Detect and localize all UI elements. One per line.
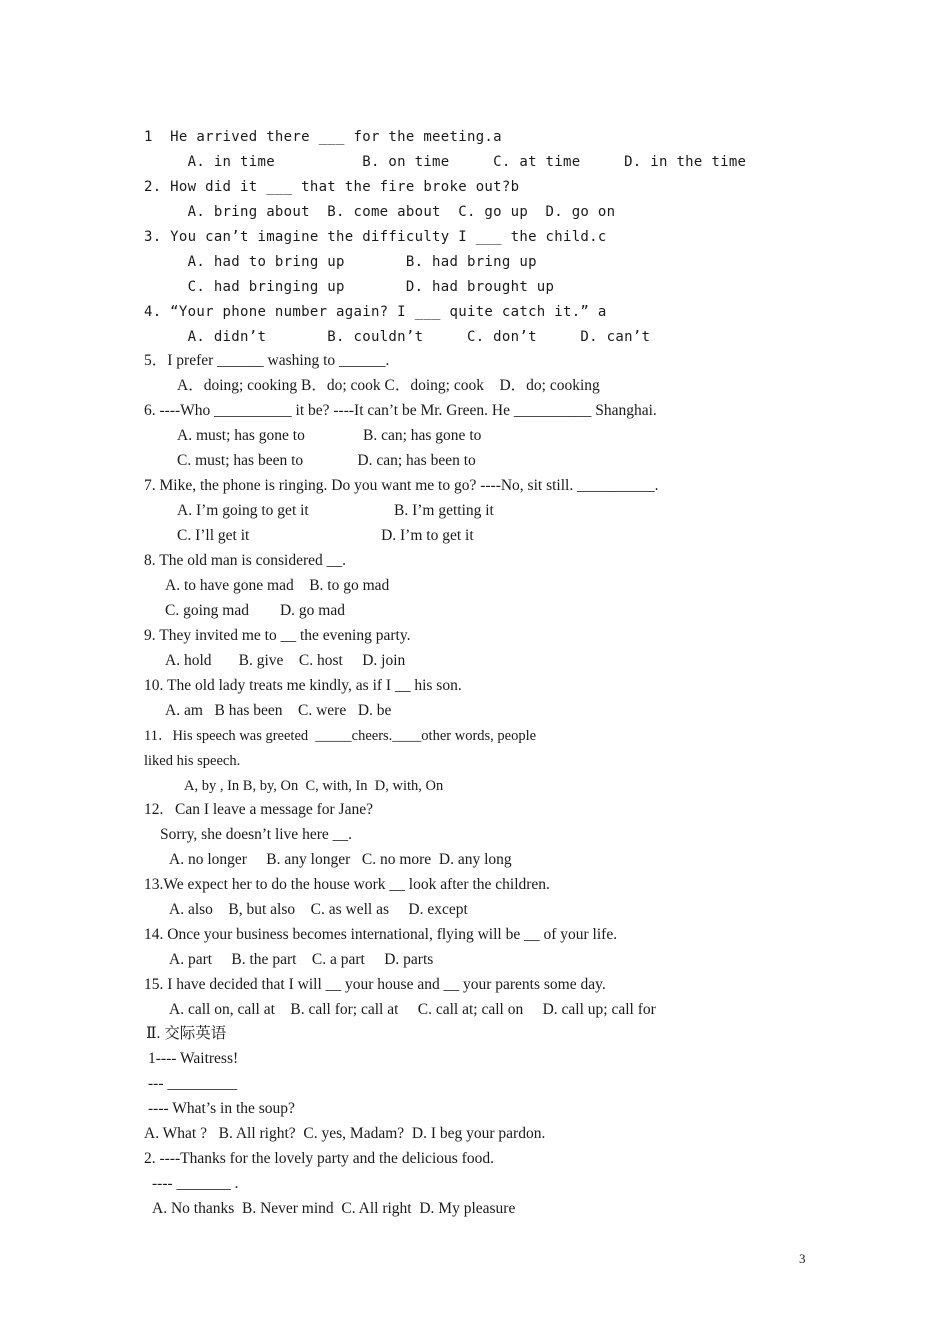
question-8-options-cd: C. going mad D. go mad [165,602,345,619]
question-8-options-ab: A. to have gone mad B. to go mad [165,577,390,594]
question-7: 7. Mike, the phone is ringing. Do you want me to go? ----No, sit still. __________. [144,477,659,494]
question-7-options-cd: C. I’ll get it D. I’m to get it [177,527,474,544]
question-11-continued: liked his speech. [144,753,241,769]
question-3: 3. You can’t imagine the difficulty I ___ the child.c [144,229,607,245]
dialogue-1-options: A. What ? B. All right? C. yes, Madam? D. I beg your pardon. [144,1125,546,1142]
question-15: 15. I have decided that I will __ your house and __ your parents some day. [144,976,606,993]
question-2-options: A. bring about B. come about C. go up D. go on [144,204,616,220]
question-12-response: Sorry, she doesn’t live here __. [160,826,352,843]
question-9: 9. They invited me to __ the evening party. [144,627,411,644]
question-13: 13.We expect her to do the house work __ look after the children. [144,876,550,893]
question-14: 14. Once your business becomes international, flying will be __ of your life. [144,926,618,943]
page-number: 3 [799,1251,806,1266]
question-3-options-ab: A. had to bring up B. had bring up [144,254,537,270]
question-6-options-cd: C. must; has been to D. can; has been to [177,452,476,469]
question-11-options: A, by , In B, by, On C, with, In D, with, On [184,778,444,794]
question-15-options: A. call on, call at B. call for; call at C. call at; call on D. call up; call for [169,1001,656,1018]
dialogue-1-line-3: ---- What’s in the soup? [148,1100,295,1117]
question-3-options-cd: C. had bringing up D. had brought up [144,279,555,295]
question-4: 4. “Your phone number again? I ___ quite catch it.” a [144,304,607,320]
dialogue-2-line-1: 2. ----Thanks for the lovely party and the delicious food. [144,1150,494,1167]
question-6: 6. ----Who __________ it be? ----It can’t be Mr. Green. He __________ Shanghai. [144,402,657,419]
question-14-options: A. part B. the part C. a part D. parts [169,951,434,968]
section-heading: Ⅱ. 交际英语 [146,1025,227,1042]
dialogue-1-line-2: --- _________ [148,1075,238,1092]
question-2: 2. How did it ___ that the fire broke out?b [144,179,520,195]
question-8: 8. The old man is considered __. [144,552,347,569]
question-4-options: A. didn’t B. couldn’t C. don’t D. can’t [144,329,651,345]
question-6-options-ab: A. must; has gone to B. can; has gone to [177,427,482,444]
question-5: 5．I prefer ______ washing to ______. [144,352,390,369]
question-9-options: A. hold B. give C. host D. join [165,652,406,669]
question-13-options: A. also B, but also C. as well as D. except [169,901,468,918]
dialogue-1-line-1: 1---- Waitress! [148,1050,239,1067]
question-7-options-ab: A. I’m going to get it B. I’m getting it [177,502,494,519]
question-5-options: A．doing; cooking B．do; cook C．doing; cook D．do; cooking [177,377,600,394]
question-12: 12. Can I leave a message for Jane? [144,801,373,818]
dialogue-2-options: A. No thanks B. Never mind C. All right D. My pleasure [152,1200,516,1217]
question-10-options: A. am B has been C. were D. be [165,702,392,719]
question-1-options: A. in time B. on time C. at time D. in the time [144,154,747,170]
question-11: 11．His speech was greeted _____cheers.____other words, people [144,728,537,744]
question-10: 10. The old lady treats me kindly, as if I __ his son. [144,677,462,694]
dialogue-2-line-2: ---- _______ . [152,1175,239,1192]
question-12-options: A. no longer B. any longer C. no more D. any long [169,851,512,868]
question-1: 1 He arrived there ___ for the meeting.a [144,129,502,145]
